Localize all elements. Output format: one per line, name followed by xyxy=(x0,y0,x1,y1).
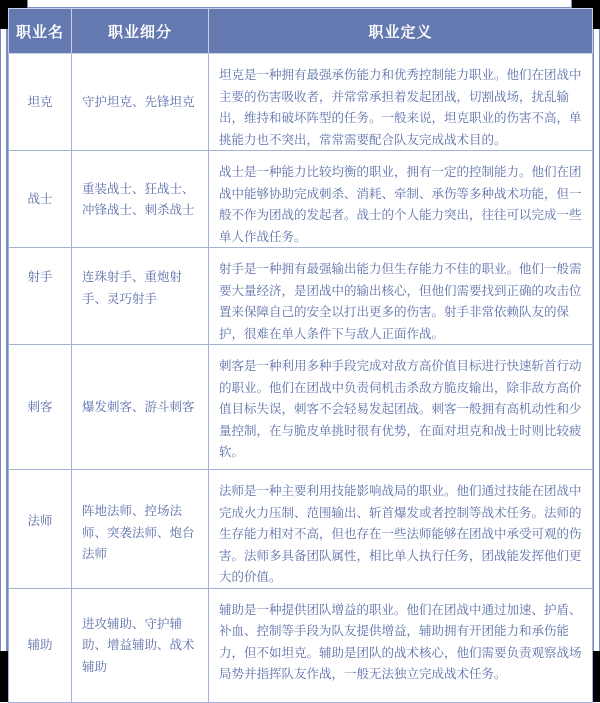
table-row-marksman xyxy=(9,248,593,345)
header-profession-definition: 职业定义 xyxy=(209,9,593,54)
profession-name: 战士 xyxy=(9,151,72,248)
table-row-assassin xyxy=(9,345,593,470)
profession-subtypes: 连珠射手、重炮射手、灵巧射手 xyxy=(72,248,209,345)
table-row-mage xyxy=(9,470,593,589)
profession-definition: 战士是一种能力比较均衡的职业，拥有一定的控制能力。他们在团战中能够协助完成刺杀、消耗、牵制、承伤等多种战术功能，但一般不作为团战的发起者。战士的个人能力突出，往往可以完成一些单人作战任务。 xyxy=(209,151,593,248)
profession-name: 射手 xyxy=(9,248,72,345)
table-row-support xyxy=(9,588,593,702)
header-profession-name: 职业名 xyxy=(9,9,72,54)
profession-definition: 射手是一种拥有最强输出能力但生存能力不佳的职业。他们一般需要大量经济，是团战中的输出核心，但他们需要找到正确的攻击位置来保障自己的安全以打出更多的伤害。射手非常依赖队友的保护，很难在单人条件下与敌人正面作战。 xyxy=(209,248,593,345)
header-profession-subtypes: 职业细分 xyxy=(72,9,209,54)
profession-subtypes: 守护坦克、先锋坦克 xyxy=(72,54,209,151)
profession-subtypes: 进攻辅助、守护辅助、增益辅助、战术辅助 xyxy=(72,588,209,702)
profession-name: 刺客 xyxy=(9,345,72,470)
profession-definition: 法师是一种主要利用技能影响战局的职业。他们通过技能在团战中完成火力压制、范围输出、斩首爆发或者控制等战术任务。法师的生存能力相对不高，但也存在一些法师能够在团战中承受可观的伤害。法师多具备团队属性，相比单人执行任务，团战能发挥他们更大的价值。 xyxy=(209,470,593,589)
table-row-tank xyxy=(9,54,593,151)
frame-right-strip xyxy=(592,29,600,651)
table-header-row xyxy=(9,9,593,54)
frame-left-strip xyxy=(0,29,8,651)
profession-table xyxy=(8,8,593,703)
frame-top-strip xyxy=(27,0,572,8)
profession-subtypes: 重装战士、狂战士、冲锋战士、刺杀战士 xyxy=(72,151,209,248)
profession-subtypes: 爆发刺客、游斗刺客 xyxy=(72,345,209,470)
profession-name: 法师 xyxy=(9,470,72,589)
table-row-warrior xyxy=(9,151,593,248)
profession-definition: 辅助是一种提供团队增益的职业。他们在团战中通过加速、护盾、补血、控制等手段为队友提供增益，辅助拥有开团能力和承伤能力，但不如坦克。辅助是团队的战术核心，他们需要负责观察战场局势并指挥队友作战，一般无法独立完成战术任务。 xyxy=(209,588,593,702)
profession-name: 坦克 xyxy=(9,54,72,151)
profession-definition: 刺客是一种利用多种手段完成对敌方高价值目标进行快速斩首行动的职业。他们在团战中负责伺机击杀敌方脆皮输出，除非敌方高价值目标失误，刺客不会轻易发起团战。刺客一般拥有高机动性和少量控制，在与脆皮单挑时很有优势，在面对坦克和战士时则比较疲软。 xyxy=(209,345,593,470)
profession-name: 辅助 xyxy=(9,588,72,702)
profession-definition: 坦克是一种拥有最强承伤能力和优秀控制能力职业。他们在团战中主要的伤害吸收者，并常常承担着发起团战，切割战场，扰乱输出，维持和破坏阵型的任务。一般来说，坦克职业的伤害不高，单挑能力也不突出，常常需要配合队友完成战术目的。 xyxy=(209,54,593,151)
profession-subtypes: 阵地法师、控场法师、突袭法师、炮台法师 xyxy=(72,470,209,589)
